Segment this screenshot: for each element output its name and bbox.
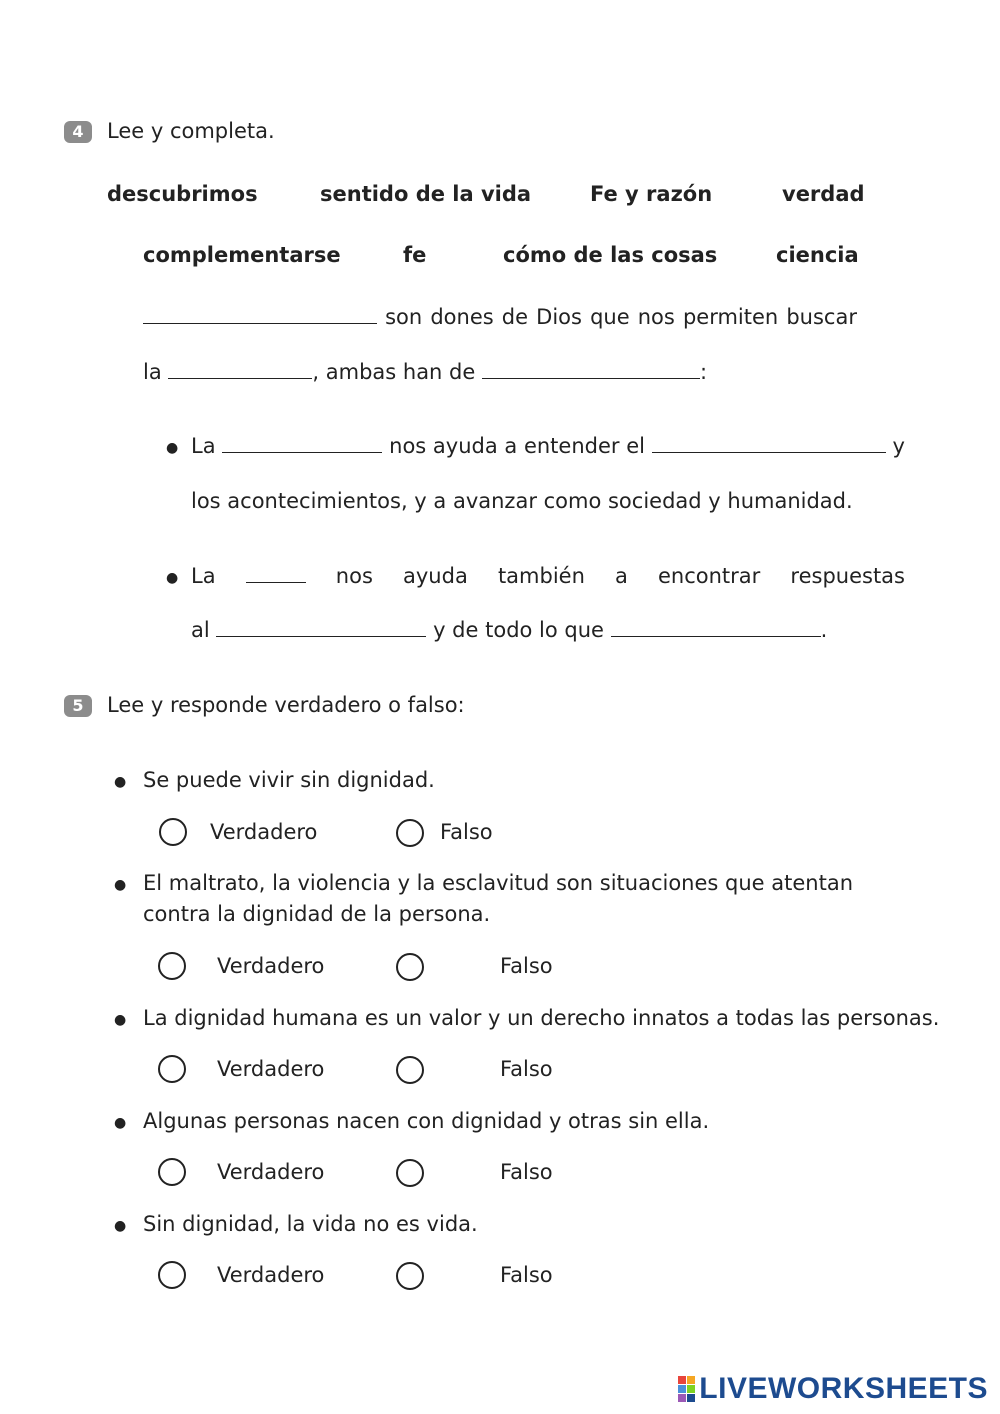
radio-false-label: Falso (500, 1160, 553, 1184)
bullet-text: nos ayuda a entender el (389, 434, 645, 458)
answer-blank[interactable] (652, 434, 886, 453)
radio-false[interactable] (396, 819, 424, 847)
radio-true-label: Verdadero (217, 954, 325, 978)
bullet-1-line-2: los acontecimientos, y a avanzar como sociedad y humanidad. (191, 489, 853, 513)
word-bank-word: fe (403, 243, 427, 267)
bullet-dot: ● (114, 877, 127, 893)
intro-word: que (590, 305, 630, 329)
answer-blank[interactable] (611, 618, 821, 637)
statement-text: La dignidad humana es un valor y un derecho innatos a todas las personas. (143, 1006, 940, 1030)
word-bank-word: descubrimos (107, 182, 258, 206)
answer-blank[interactable] (246, 564, 306, 583)
bullet-text: encontrar (657, 564, 761, 588)
radio-true[interactable] (158, 1261, 186, 1289)
radio-true[interactable] (158, 952, 186, 980)
bullet-text: al (191, 618, 210, 642)
intro-word: permiten (682, 305, 779, 329)
intro-text: : (699, 360, 708, 384)
intro-word: de (501, 305, 529, 329)
bullet-2-line-2 (191, 618, 827, 642)
statement-text: Se puede vivir sin dignidad. (143, 768, 435, 792)
bullet-text: y (892, 434, 905, 458)
bullet-text: La (191, 564, 216, 588)
intro-line-1 (143, 305, 857, 329)
bullet-dot: ● (114, 1115, 127, 1131)
statement-text: El maltrato, la violencia y la esclavitud son situaciones que atentan (143, 871, 854, 895)
statement-text: Sin dignidad, la vida no es vida. (143, 1212, 478, 1236)
radio-false[interactable] (396, 1262, 424, 1290)
bullet-dot: ● (166, 440, 179, 456)
answer-blank[interactable] (216, 618, 426, 637)
word-bank-word: complementarse (143, 243, 341, 267)
bullet-text: a (615, 564, 628, 588)
word-bank-word: ciencia (776, 243, 859, 267)
word-bank-word: Fe y razón (590, 182, 713, 206)
word-bank-word: cómo de las cosas (503, 243, 718, 267)
radio-true-label: Verdadero (217, 1160, 325, 1184)
statement-text: contra la dignidad de la persona. (143, 902, 491, 926)
radio-true[interactable] (159, 818, 187, 846)
word-bank-word: verdad (782, 182, 865, 206)
radio-true-label: Verdadero (217, 1263, 325, 1287)
bullet-text: . (820, 618, 828, 642)
intro-text: , ambas han de (312, 360, 476, 384)
radio-false[interactable] (396, 1056, 424, 1084)
bullet-text: también (497, 564, 585, 588)
intro-word: nos (637, 305, 675, 329)
radio-true-label: Verdadero (217, 1057, 325, 1081)
logo-text: LIVEWORKSHEETS (699, 1372, 988, 1405)
intro-word: buscar (786, 305, 857, 329)
answer-blank[interactable] (482, 360, 700, 379)
bullet-text: nos (335, 564, 373, 588)
exercise-instruction: Lee y responde verdadero o falso: (107, 693, 465, 717)
bullet-dot: ● (114, 774, 127, 790)
radio-false[interactable] (396, 953, 424, 981)
bullet-dot: ● (166, 570, 179, 586)
radio-false-label: Falso (500, 954, 553, 978)
exercise-number-badge: 5 (64, 695, 92, 717)
bullet-dot: ● (114, 1218, 127, 1234)
logo-icon (678, 1376, 695, 1402)
answer-blank[interactable] (143, 305, 377, 324)
radio-false-label: Falso (500, 1263, 553, 1287)
radio-false-label: Falso (500, 1057, 553, 1081)
bullet-2-line-1 (191, 564, 905, 588)
radio-false-label: Falso (440, 820, 493, 844)
answer-blank[interactable] (168, 360, 312, 379)
radio-false[interactable] (396, 1159, 424, 1187)
bullet-text: y de todo lo que (433, 618, 604, 642)
radio-true-label: Verdadero (210, 820, 318, 844)
exercise-number-badge: 4 (64, 121, 92, 143)
intro-line-2 (143, 360, 707, 384)
statement-text: Algunas personas nacen con dignidad y otras sin ella. (143, 1109, 710, 1133)
radio-true[interactable] (158, 1158, 186, 1186)
bullet-text: respuestas (790, 564, 905, 588)
bullet-text: ayuda (403, 564, 468, 588)
intro-word: Dios (536, 305, 582, 329)
exercise-instruction: Lee y completa. (107, 119, 275, 143)
bullet-dot: ● (114, 1012, 127, 1028)
radio-true[interactable] (158, 1055, 186, 1083)
intro-word: dones (430, 305, 494, 329)
answer-blank[interactable] (222, 434, 382, 453)
bullet-text: La (191, 434, 216, 458)
intro-text: la (143, 360, 162, 384)
bullet-1-line-1 (191, 434, 905, 458)
word-bank-word: sentido de la vida (320, 182, 532, 206)
liveworksheets-logo (678, 1372, 988, 1406)
intro-word: son (385, 305, 423, 329)
